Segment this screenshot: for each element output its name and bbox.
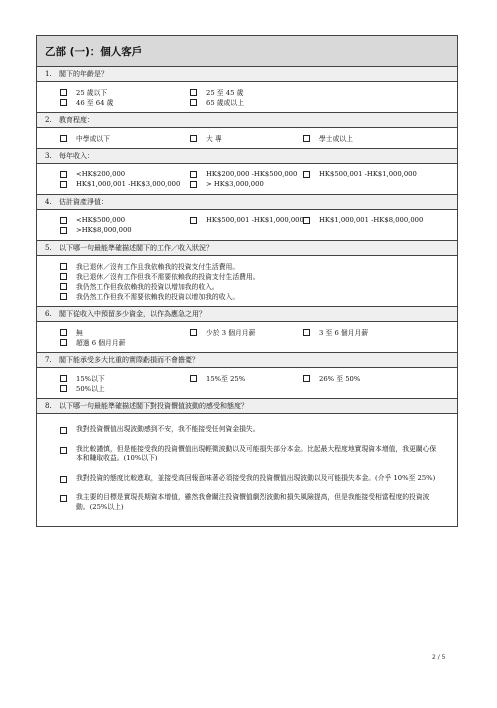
- checkbox-icon[interactable]: [190, 89, 197, 96]
- checkbox-icon[interactable]: [190, 217, 197, 224]
- option-checkbox[interactable]: [60, 474, 457, 484]
- checkbox-icon[interactable]: [303, 329, 310, 336]
- question-text: 閣下的年齡是？: [59, 70, 108, 78]
- option-checkbox[interactable]: [303, 133, 353, 143]
- option-checkbox[interactable]: [60, 180, 190, 188]
- option-checkbox[interactable]: [60, 97, 190, 107]
- client-profile-form: [36, 35, 458, 527]
- option-label: 46 至 64 歲: [76, 99, 114, 107]
- option-label: 65 歲或以上: [206, 99, 244, 107]
- question-text: 閣下從收入中預留多少資金，以作為應急之用？: [59, 310, 206, 318]
- question-number: 6.: [45, 310, 52, 318]
- option-label: 我仍然工作但我不需要依賴我的投資以增加我的收入。: [76, 293, 240, 301]
- option-checkbox[interactable]: [190, 216, 303, 224]
- question-number: 8.: [45, 402, 52, 410]
- checkbox-icon[interactable]: [60, 217, 67, 224]
- question-text: 估計資產淨值：: [59, 198, 108, 206]
- option-label: 無: [76, 329, 83, 337]
- question-7: [37, 353, 457, 368]
- option-checkbox[interactable]: [190, 133, 303, 143]
- question-4-options: [37, 210, 457, 241]
- question-number: 3.: [45, 152, 52, 160]
- option-checkbox[interactable]: [60, 445, 457, 464]
- option-checkbox[interactable]: [190, 327, 303, 337]
- option-checkbox[interactable]: [60, 261, 239, 271]
- option-checkbox[interactable]: [190, 373, 303, 383]
- option-label: 我對投資的態度比較進取，並接受高回報意味著必須接受我的投資價值出現波動以及可能損失本金。(介乎 10%至 25%): [76, 473, 436, 482]
- checkbox-icon[interactable]: [60, 329, 67, 336]
- question-8: [37, 399, 457, 414]
- question-4: [37, 195, 457, 210]
- option-label: 少於 3 個月月薪: [206, 329, 256, 337]
- option-label: 大 專: [206, 135, 222, 143]
- question-text: 以下哪一句最能準確描述閣下對投資價值波動的感受和態度？: [59, 402, 248, 410]
- option-checkbox[interactable]: [60, 327, 190, 337]
- checkbox-icon[interactable]: [60, 89, 67, 96]
- option-checkbox[interactable]: [190, 180, 264, 188]
- question-1-options: [37, 82, 457, 113]
- question-5-options: [37, 256, 457, 307]
- option-checkbox[interactable]: [303, 327, 368, 337]
- checkbox-icon[interactable]: [60, 476, 67, 483]
- option-label: <HK$500,000: [76, 216, 126, 224]
- question-6: [37, 307, 457, 322]
- checkbox-icon[interactable]: [60, 495, 67, 502]
- checkbox-icon[interactable]: [303, 217, 310, 224]
- option-label: 15%至 25%: [206, 375, 246, 383]
- option-checkbox[interactable]: [60, 226, 132, 234]
- checkbox-icon[interactable]: [190, 375, 197, 382]
- option-label: 50%以上: [76, 385, 105, 393]
- option-checkbox[interactable]: [60, 271, 260, 281]
- option-label: 我已退休／沒有工作但我不需要依賴我的投資支付生活費用。: [76, 273, 260, 281]
- checkbox-icon[interactable]: [60, 99, 67, 106]
- option-label: 超過 6 個月月薪: [76, 339, 126, 347]
- checkbox-icon[interactable]: [60, 171, 67, 178]
- option-label: 學士或以上: [319, 135, 353, 143]
- checkbox-icon[interactable]: [303, 171, 310, 178]
- option-checkbox[interactable]: [60, 133, 190, 143]
- checkbox-icon[interactable]: [60, 339, 67, 346]
- question-1: [37, 67, 457, 82]
- question-text: 每年收入：: [59, 152, 94, 160]
- checkbox-icon[interactable]: [190, 329, 197, 336]
- option-label: 我主要的目標是實現長期資本增值，雖然我會關注投資價值劇烈波動和損失風險提高，但是我能接受相當程度的投資波動。(25%以上): [76, 493, 430, 511]
- checkbox-icon[interactable]: [303, 375, 310, 382]
- option-checkbox[interactable]: [60, 383, 105, 393]
- option-label: 我仍然工作但我依賴我的投資以增加我的收入。: [76, 283, 219, 291]
- option-checkbox[interactable]: [303, 373, 360, 383]
- option-checkbox[interactable]: [190, 87, 243, 97]
- option-checkbox[interactable]: [303, 170, 417, 178]
- option-label: >HK$8,000,000: [76, 226, 132, 234]
- option-label: HK$1,000,001 -HK$3,000,000: [76, 180, 181, 188]
- option-label: HK$200,000 -HK$500,000: [206, 170, 298, 178]
- question-6-options: [37, 322, 457, 353]
- option-checkbox[interactable]: [60, 493, 457, 512]
- checkbox-icon[interactable]: [60, 227, 67, 234]
- question-number: 2.: [45, 116, 52, 124]
- checkbox-icon[interactable]: [190, 99, 197, 106]
- question-number: 1.: [45, 70, 52, 78]
- option-checkbox[interactable]: [60, 281, 219, 291]
- question-text: 閣下能承受多大比重的實際虧損而不會擔憂？: [59, 356, 199, 364]
- option-label: 我比較謹慎，但是能接受我的投資價值出現輕微波動以及可能損失部分本金。比起最大程度地實現資本增值，我更關心保本和賺取收益。(10%以下): [76, 444, 437, 462]
- option-label: 中學或以下: [76, 135, 110, 143]
- checkbox-icon[interactable]: [60, 447, 67, 454]
- checkbox-icon[interactable]: [60, 427, 67, 434]
- option-checkbox[interactable]: [60, 87, 190, 97]
- question-number: 5.: [45, 244, 52, 252]
- checkbox-icon[interactable]: [190, 135, 197, 142]
- option-checkbox[interactable]: [60, 425, 457, 435]
- question-3-options: [37, 164, 457, 195]
- question-2: [37, 113, 457, 128]
- section-title: 乙部 (一)：個人客戶: [37, 36, 457, 67]
- option-label: HK$500,001 -HK$1,000,000: [319, 170, 417, 178]
- option-label: 25 至 45 歲: [206, 89, 244, 97]
- question-number: 4.: [45, 198, 52, 206]
- checkbox-icon[interactable]: [60, 263, 67, 270]
- option-checkbox[interactable]: [190, 170, 303, 178]
- option-label: 我已退休／沒有工作且我依賴我的投資支付生活費用。: [76, 263, 240, 271]
- checkbox-icon[interactable]: [60, 283, 67, 290]
- question-text: 教育程度：: [59, 116, 94, 124]
- question-7-options: [37, 368, 457, 399]
- option-checkbox[interactable]: [303, 216, 423, 224]
- question-text: 以下哪一句最能準確描述閣下的工作／收入狀況？: [59, 244, 213, 252]
- option-label: HK$500,001 -HK$1,000,000: [206, 216, 304, 224]
- question-2-options: [37, 128, 457, 149]
- option-checkbox[interactable]: [60, 170, 190, 178]
- checkbox-icon[interactable]: [60, 375, 67, 382]
- checkbox-icon[interactable]: [190, 171, 197, 178]
- option-label: 26% 至 50%: [319, 375, 361, 383]
- question-8-options: [37, 414, 457, 526]
- option-label: 25 歲以下: [76, 89, 108, 97]
- question-5: [37, 241, 457, 256]
- option-label: HK$1,000,001 -HK$8,000,000: [319, 216, 424, 224]
- question-number: 7.: [45, 356, 52, 364]
- checkbox-icon[interactable]: [60, 273, 67, 280]
- checkbox-icon[interactable]: [60, 181, 67, 188]
- page-number: 2 / 5: [432, 654, 446, 661]
- checkbox-icon[interactable]: [60, 385, 67, 392]
- question-3: [37, 149, 457, 164]
- checkbox-icon[interactable]: [60, 293, 67, 300]
- option-label: <HK$200,000: [76, 170, 126, 178]
- option-checkbox[interactable]: [60, 216, 190, 224]
- option-label: 3 至 6 個月月薪: [319, 329, 369, 337]
- option-checkbox[interactable]: [60, 373, 190, 383]
- checkbox-icon[interactable]: [190, 181, 197, 188]
- option-checkbox[interactable]: [190, 97, 244, 107]
- option-label: 15%以下: [76, 375, 105, 383]
- checkbox-icon[interactable]: [60, 135, 67, 142]
- option-label: 我對投資價值出現波動感到不安，我不能接受任何資金損失。: [76, 425, 260, 433]
- option-label: > HK$3,000,000: [206, 180, 264, 188]
- checkbox-icon[interactable]: [303, 135, 310, 142]
- option-checkbox[interactable]: [60, 291, 239, 301]
- option-checkbox[interactable]: [60, 337, 125, 347]
